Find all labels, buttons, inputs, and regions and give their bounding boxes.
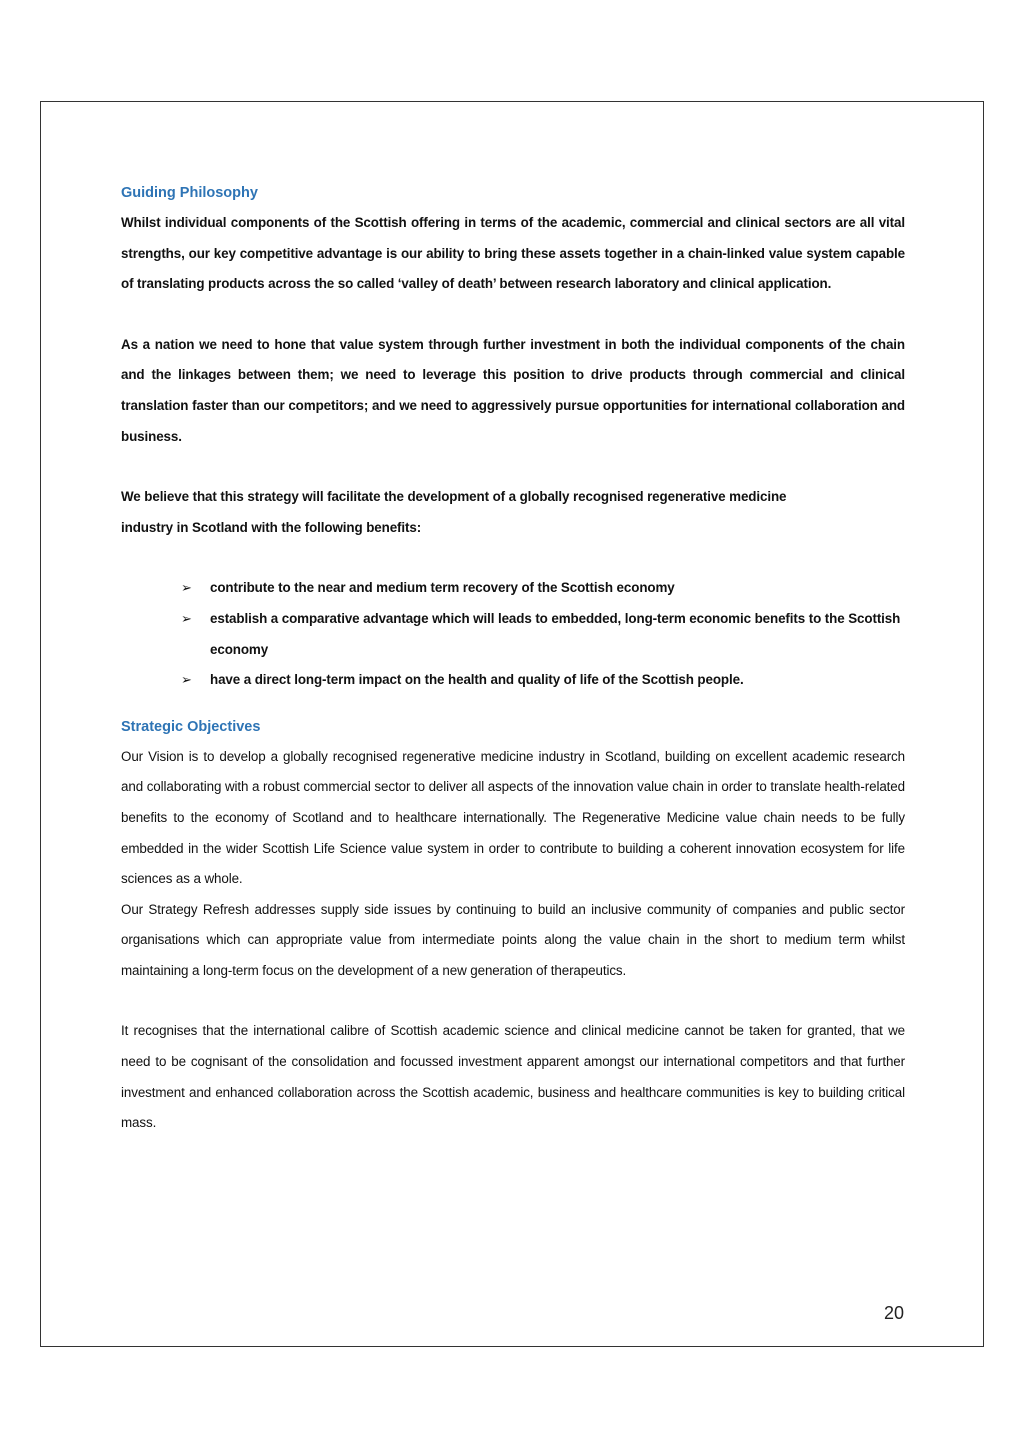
guiding-paragraph-3-line-2: industry in Scotland with the following benefits:: [121, 519, 422, 535]
arrow-bullet-icon: ➢: [181, 672, 192, 688]
strategic-paragraph-1: Our Vision is to develop a globally recognised regenerative medicine industry in Scotland, building on excellent academic research and collaborating with a robust commercial sector to deliver all aspects of the innovation value chain in order to translate health-related benefits to the economy of Scotland and to healthcare internationally. The Regenerative Medicine value chain needs to be fully embedded in the wider Scottish Life Science value system in order to contribute to building a coherent innovation ecosystem for life sciences as a whole.: [121, 748, 905, 887]
arrow-bullet-icon: ➢: [181, 610, 192, 626]
page-content: [121, 178, 905, 1139]
guiding-paragraph-1: Whilst individual components of the Scottish offering in terms of the academic, commercial and clinical sectors are all vital strengths, our key competitive advantage is our ability to bring these assets together in a chain-linked value system capable of translating products across the so called ‘valley of death’ between research laboratory and clinical application.: [121, 215, 905, 292]
arrow-bullet-icon: ➢: [181, 580, 192, 596]
list-item: [181, 573, 905, 604]
guiding-paragraph-2: As a nation we need to hone that value system through further investment in both the individual components of the chain and the linkages between them; we need to leverage this position to drive products through commercial and clinical translation faster than our competitors; and we need to aggressively pursue opportunities for international collaboration and business.: [121, 336, 905, 444]
list-item: [181, 665, 905, 696]
list-item: [181, 604, 905, 665]
guiding-paragraph-3-line-1: We believe that this strategy will facilitate the development of a globally recognised regenerative medicine: [121, 489, 787, 505]
strategic-paragraph-2: Our Strategy Refresh addresses supply side issues by continuing to build an inclusive community of companies and public sector organisations which can appropriate value from intermediate points along the value chain in the short to medium term whilst maintaining a long-term focus on the development of a new generation of therapeutics.: [121, 901, 905, 978]
page-number: 20: [883, 1303, 904, 1323]
strategic-paragraph-3: It recognises that the international calibre of Scottish academic science and clinical medicine cannot be taken for granted, that we need to be cognisant of the consolidation and focussed investment apparent amongst our international competitors and that further investment and enhanced collaboration across the Scottish academic, business and healthcare communities is key to building critical mass.: [121, 1023, 905, 1131]
strategic-objectives-heading: Strategic Objectives: [121, 718, 261, 735]
guiding-philosophy-heading: Guiding Philosophy: [121, 185, 258, 201]
benefit-text: have a direct long-term impact on the health and quality of life of the Scottish people.: [210, 672, 744, 688]
guiding-paragraph-3: [121, 482, 905, 543]
benefits-list: [121, 573, 905, 695]
benefit-text: contribute to the near and medium term recovery of the Scottish economy: [210, 580, 675, 596]
benefit-text: establish a comparative advantage which will leads to embedded, long-term economic benefits to the Scottish economy: [210, 610, 901, 657]
